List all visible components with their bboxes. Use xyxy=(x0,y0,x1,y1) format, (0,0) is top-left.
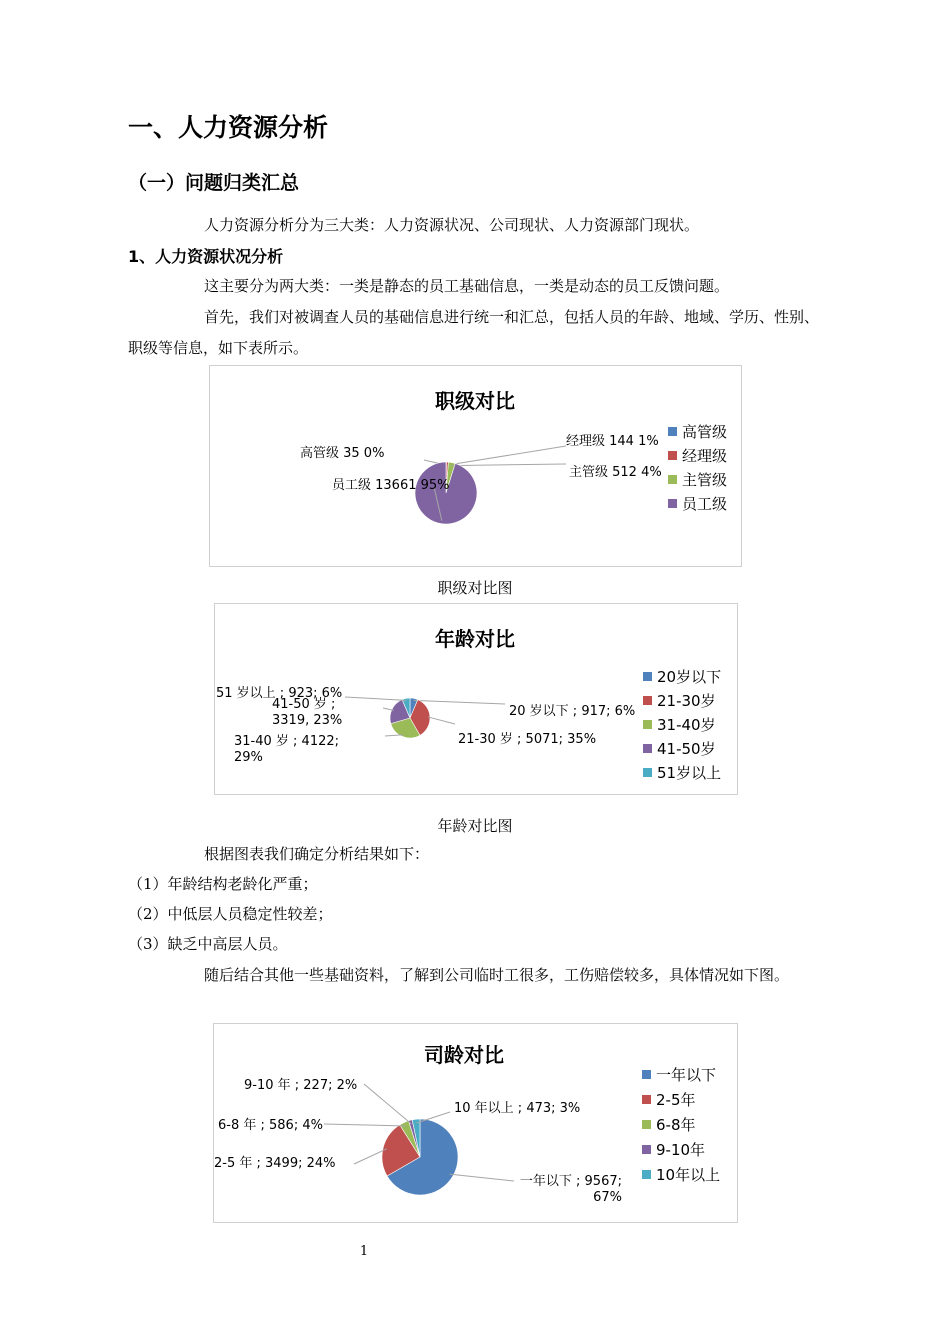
tenure-chart xyxy=(213,1023,738,1223)
legend-swatch xyxy=(668,475,677,484)
legend-swatch xyxy=(668,427,677,436)
para-followup: 随后结合其他一些基础资料，了解到公司临时工很多，工伤赔偿较多，具体情况如下图。 xyxy=(204,966,790,984)
legend-label: 20岁以下 xyxy=(657,668,722,686)
legend-swatch xyxy=(643,744,652,753)
data-label: 高管级 35 0% xyxy=(300,446,385,461)
caption-rank-chart: 职级对比图 xyxy=(437,579,513,597)
leader-line xyxy=(428,717,455,724)
heading-hr-status: 1、人力资源状况分析 xyxy=(128,247,284,266)
legend-label: 41-50岁 xyxy=(657,740,716,758)
data-label: 经理级 144 1% xyxy=(566,434,659,449)
leader-line xyxy=(450,1174,514,1181)
data-label: 一年以下 ; 9567; xyxy=(519,1174,622,1189)
legend-swatch xyxy=(642,1170,651,1179)
rank-chart xyxy=(209,365,742,567)
data-label: 3319, 23% xyxy=(272,713,343,728)
data-label: 51 岁以上 ; 923; 6% xyxy=(216,686,343,701)
data-label: 31-40 岁 ; 4122; xyxy=(234,734,340,749)
legend-label: 高管级 xyxy=(682,423,728,441)
legend-swatch xyxy=(643,696,652,705)
data-label: 10 年以上 ; 473; 3% xyxy=(454,1101,581,1116)
pie-slice xyxy=(415,462,477,524)
legend-label: 9-10年 xyxy=(656,1141,706,1159)
heading-hr-analysis: 一、人力资源分析 xyxy=(128,113,329,142)
chart-title: 职级对比 xyxy=(435,389,515,413)
data-label: 20 岁以下 ; 917; 6% xyxy=(509,704,636,719)
page-number: 1 xyxy=(359,1244,369,1259)
para-first: 首先，我们对被调查人员的基础信息进行统一和汇总，包括人员的年龄、地域、学历、性别、职级等信息，如下表所示。 xyxy=(128,308,820,357)
data-label: 21-30 岁 ; 5071; 35% xyxy=(458,732,597,747)
data-label: 主管级 512 4% xyxy=(569,465,662,480)
chart-title: 年龄对比 xyxy=(435,627,515,651)
legend-label: 员工级 xyxy=(682,495,728,513)
caption-age-chart: 年龄对比图 xyxy=(437,817,513,835)
legend-swatch xyxy=(642,1120,651,1129)
data-label: 员工级 13661 95% xyxy=(332,478,450,493)
legend-label: 21-30岁 xyxy=(657,692,716,710)
legend-swatch xyxy=(642,1145,651,1154)
rank-pie-chart-svg xyxy=(210,366,741,566)
leader-line xyxy=(364,1084,411,1124)
legend-label: 经理级 xyxy=(682,447,728,465)
legend-label: 6-8年 xyxy=(656,1116,696,1134)
leader-line xyxy=(324,1124,406,1126)
legend-swatch xyxy=(643,768,652,777)
leader-line xyxy=(451,464,566,466)
data-label: 6-8 年 ; 586; 4% xyxy=(218,1118,323,1133)
conclusion-item: （1）年龄结构老龄化严重； xyxy=(128,875,318,893)
legend-swatch xyxy=(643,672,652,681)
age-chart xyxy=(214,603,738,795)
legend-swatch xyxy=(642,1095,651,1104)
data-label: 67% xyxy=(593,1190,622,1205)
conclusion-item: （3）缺乏中高层人员。 xyxy=(128,935,288,953)
legend-swatch xyxy=(668,451,677,460)
tenure-pie-chart-svg xyxy=(214,1024,737,1222)
para-conclusion-intro: 根据图表我们确定分析结果如下： xyxy=(204,845,430,863)
data-label: 29% xyxy=(234,750,263,765)
conclusion-item: （2）中低层人员稳定性较差； xyxy=(128,905,333,923)
legend-label: 31-40岁 xyxy=(657,716,716,734)
legend-label: 2-5年 xyxy=(656,1091,696,1109)
age-pie-chart-svg xyxy=(215,604,737,794)
chart-title: 司龄对比 xyxy=(424,1043,504,1067)
data-label: 2-5 年 ; 3499; 24% xyxy=(214,1156,336,1171)
data-label: 9-10 年 ; 227; 2% xyxy=(244,1078,358,1093)
legend-label: 51岁以上 xyxy=(657,764,722,782)
leader-line xyxy=(414,700,505,704)
legend-label: 一年以下 xyxy=(656,1066,717,1084)
leader-line xyxy=(447,446,566,465)
para-intro: 人力资源分析分为三大类：人力资源状况、公司现状、人力资源部门现状。 xyxy=(204,216,700,234)
legend-label: 10年以上 xyxy=(656,1166,721,1184)
heading-problem-summary: （一）问题归类汇总 xyxy=(128,172,300,194)
legend-swatch xyxy=(643,720,652,729)
data-label: 41-50 岁 ; xyxy=(272,697,336,712)
legend-swatch xyxy=(668,499,677,508)
leader-line xyxy=(345,697,406,700)
para-two-types: 这主要分为两大类：一类是静态的员工基础信息，一类是动态的员工反馈问题。 xyxy=(204,277,730,295)
legend-label: 主管级 xyxy=(682,471,728,489)
legend-swatch xyxy=(642,1070,651,1079)
